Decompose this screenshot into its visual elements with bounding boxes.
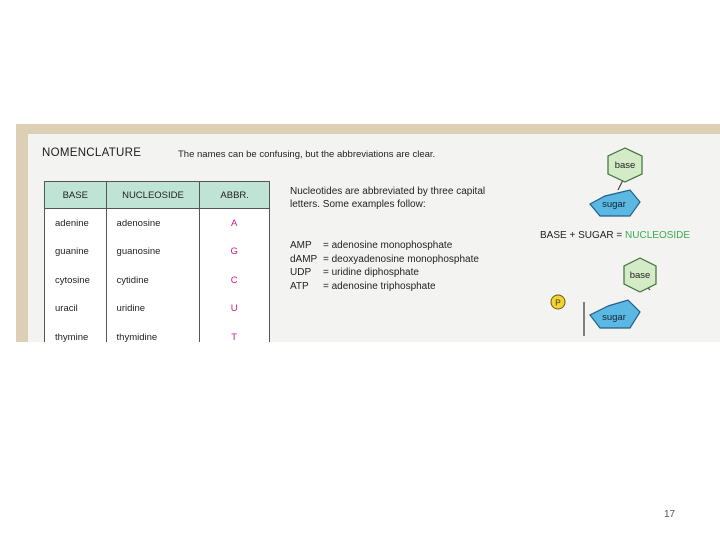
base-cell: thymine bbox=[45, 323, 107, 342]
figure-heading: NOMENCLATURE bbox=[42, 147, 142, 159]
nucleoside-cell: adenosine bbox=[106, 209, 200, 238]
nucleoside-cell: thymidine bbox=[106, 323, 200, 342]
equation-result: NUCLEOSIDE bbox=[625, 230, 691, 241]
abbreviation-meaning: = uridine diphosphate bbox=[323, 267, 419, 278]
nucleoside-cell: uridine bbox=[106, 295, 200, 324]
abbr-cell: U bbox=[200, 295, 270, 324]
page-number: 17 bbox=[664, 509, 676, 520]
nomenclature-figure bbox=[16, 124, 720, 342]
phosphate-label: P bbox=[555, 297, 561, 308]
abbreviation-meaning: = adenosine triphosphate bbox=[323, 280, 436, 292]
base-label: base bbox=[614, 160, 636, 171]
base-cell: guanine bbox=[45, 238, 107, 267]
nucleoside-cell: guanosine bbox=[106, 238, 200, 267]
abbreviation-intro: Nucleotides are abbreviated by three capital letters. Some examples follow: bbox=[290, 186, 486, 210]
column-header-base: BASE bbox=[45, 182, 107, 209]
nucleoside-equation bbox=[540, 230, 690, 241]
base-cell: uracil bbox=[45, 295, 107, 324]
base-cell: cytosine bbox=[45, 266, 107, 295]
abbreviation-meaning: = adenosine monophosphate bbox=[323, 240, 453, 251]
base-label: base bbox=[629, 270, 651, 281]
abbreviation-meaning: = deoxyadenosine monophosphate bbox=[323, 253, 479, 265]
abbreviation: AMP bbox=[290, 240, 312, 251]
figure-subheading: The names can be confusing, but the abbreviations are clear. bbox=[178, 149, 436, 160]
sugar-label: sugar bbox=[602, 199, 626, 210]
column-header-nucleoside: NUCLEOSIDE bbox=[106, 182, 200, 209]
figure-panel bbox=[28, 134, 720, 342]
base-cell: adenine bbox=[45, 209, 107, 238]
abbr-cell: A bbox=[200, 209, 270, 238]
abbr-cell: G bbox=[200, 238, 270, 267]
column-header-abbr: ABBR. bbox=[200, 182, 270, 209]
nucleoside-cell: cytidine bbox=[106, 266, 200, 295]
abbreviation: ATP bbox=[290, 280, 309, 292]
abbr-cell: T bbox=[200, 323, 270, 342]
sugar-label: sugar bbox=[602, 312, 626, 323]
equation-prefix: BASE + SUGAR = bbox=[540, 230, 626, 241]
abbr-cell: C bbox=[200, 266, 270, 295]
abbreviation: UDP bbox=[290, 267, 312, 278]
abbreviation: dAMP bbox=[290, 253, 318, 265]
nucleotide-diagram bbox=[28, 134, 720, 342]
